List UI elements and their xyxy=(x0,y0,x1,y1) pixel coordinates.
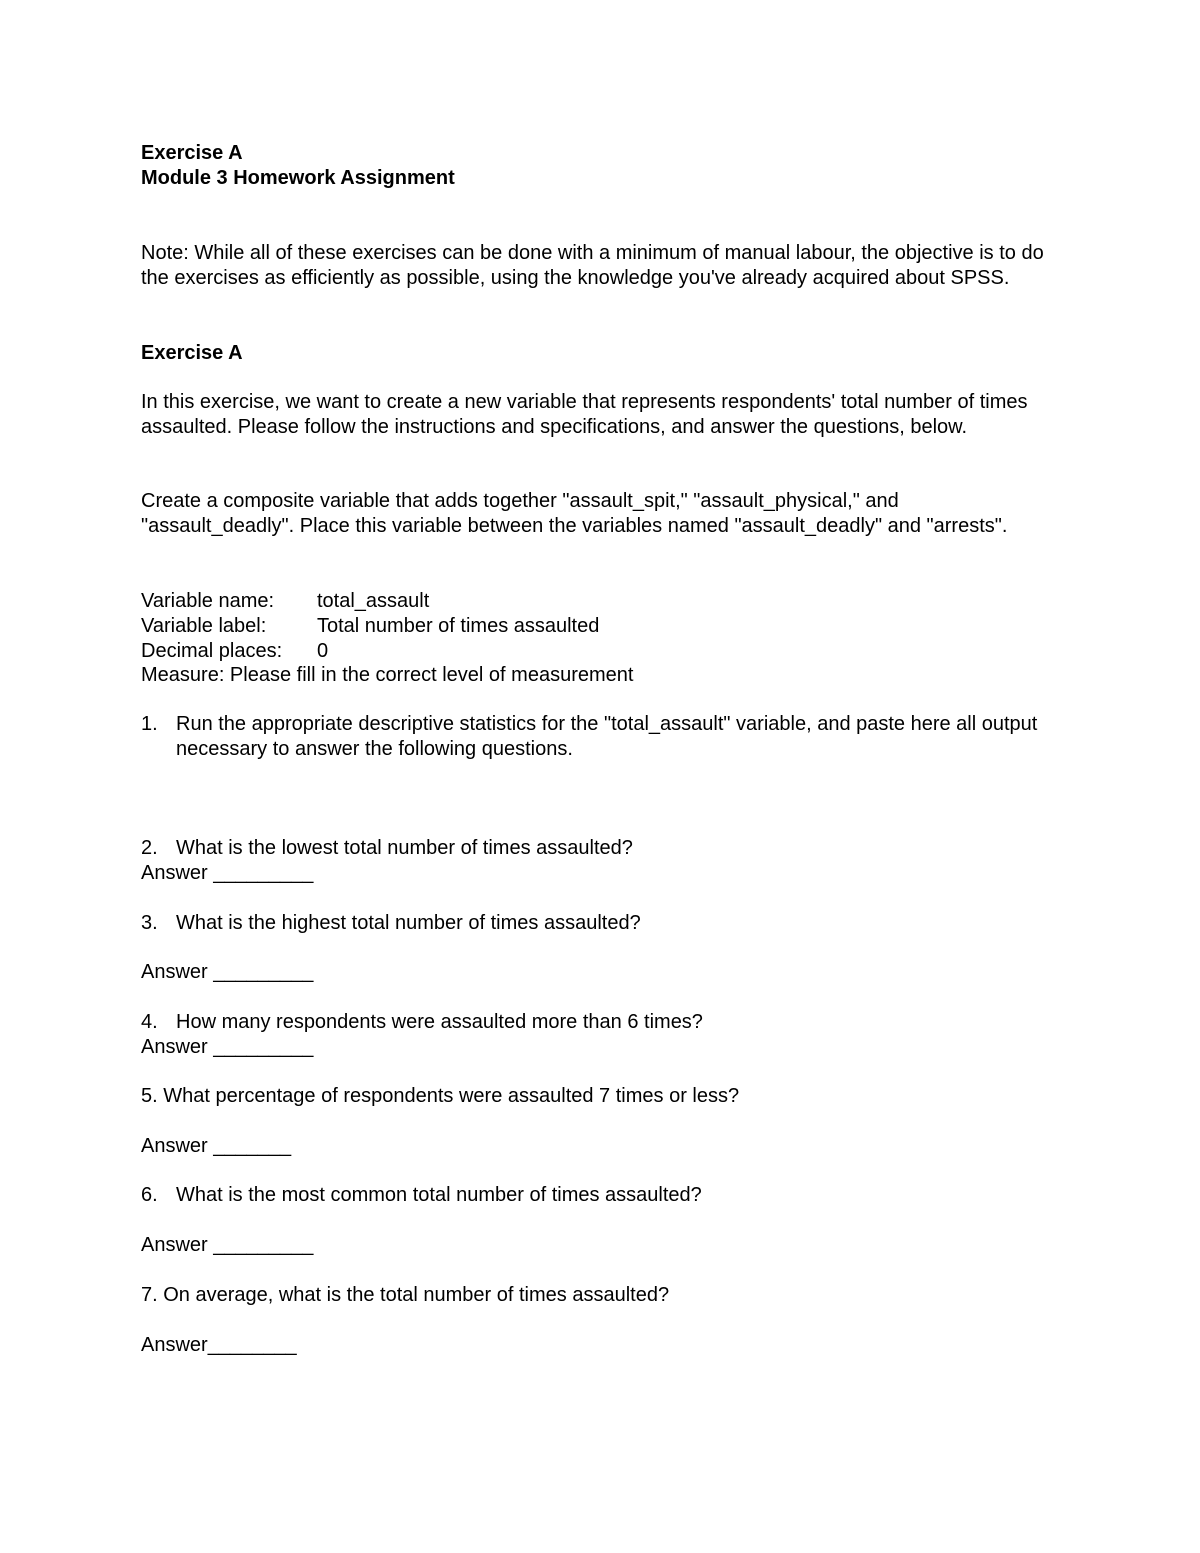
question-4 xyxy=(141,1010,1051,1060)
question-5-text: 5. What percentage of respondents were assaulted 7 times or less? xyxy=(141,1085,740,1107)
spec-measure: Measure: Please fill in the correct level of measurement xyxy=(141,664,634,687)
question-6 xyxy=(141,1183,1051,1208)
spec-key: Variable name: xyxy=(141,590,275,612)
spec-row-measure xyxy=(141,663,1051,688)
question-number: 3. xyxy=(141,912,158,934)
question-1 xyxy=(141,712,1051,762)
intro-paragraph: In this exercise, we want to create a new variable that represents respondents' total number of times assaulted. Please follow the instructions and specifications, and answer the questions, below. xyxy=(141,391,1028,438)
question-3 xyxy=(141,911,1051,936)
instruction-paragraph: Create a composite variable that adds together "assault_spit," "assault_physical," and "assault_deadly". Place this variable between the variables named "assault_deadly" and "arrests". xyxy=(141,490,1008,537)
question-text: Run the appropriate descriptive statistics for the "total_assault" variable, and paste here all output necessary to answer the following questions. xyxy=(176,713,1038,760)
question-number: 1. xyxy=(141,713,158,735)
answer-blank[interactable]: Answer _________ xyxy=(141,961,314,983)
spec-key: Decimal places: xyxy=(141,639,283,662)
spec-value: Total number of times assaulted xyxy=(317,614,600,637)
section-heading: Exercise A xyxy=(141,342,243,364)
document-subtitle: Module 3 Homework Assignment xyxy=(141,167,455,189)
question-text: What is the lowest total number of times assaulted? xyxy=(176,837,633,859)
spec-value: total_assault xyxy=(317,590,430,612)
document-title: Exercise A xyxy=(141,142,243,164)
question-text: What is the highest total number of times assaulted? xyxy=(176,912,641,934)
spec-value: 0 xyxy=(317,639,329,662)
question-number: 4. xyxy=(141,1011,158,1033)
answer-blank[interactable]: Answer _______ xyxy=(141,1135,292,1157)
question-text: How many respondents were assaulted more than 6 times? xyxy=(176,1011,703,1033)
question-number: 6. xyxy=(141,1184,158,1206)
spec-row-name xyxy=(141,589,1051,614)
answer-blank[interactable]: Answer _________ xyxy=(141,1035,314,1058)
note-paragraph: Note: While all of these exercises can be done with a minimum of manual labour, the objective is to do the exercises as efficiently as possible, using the knowledge you've already acquired about SPSS. xyxy=(141,242,1044,289)
answer-blank[interactable]: Answer _________ xyxy=(141,1234,314,1256)
answer-blank[interactable]: Answer _________ xyxy=(141,861,314,884)
answer-blank[interactable]: Answer________ xyxy=(141,1334,297,1356)
spec-row-label xyxy=(141,614,1051,639)
question-row xyxy=(141,1010,1051,1035)
question-number: 2. xyxy=(141,837,158,859)
question-2 xyxy=(141,836,1051,886)
question-7-text: 7. On average, what is the total number of times assaulted? xyxy=(141,1284,670,1306)
variable-spec xyxy=(141,589,1051,688)
question-text: What is the most common total number of times assaulted? xyxy=(176,1184,702,1206)
spec-key: Variable label: xyxy=(141,614,267,637)
spec-row-decimals xyxy=(141,639,1051,664)
question-row xyxy=(141,836,1051,861)
